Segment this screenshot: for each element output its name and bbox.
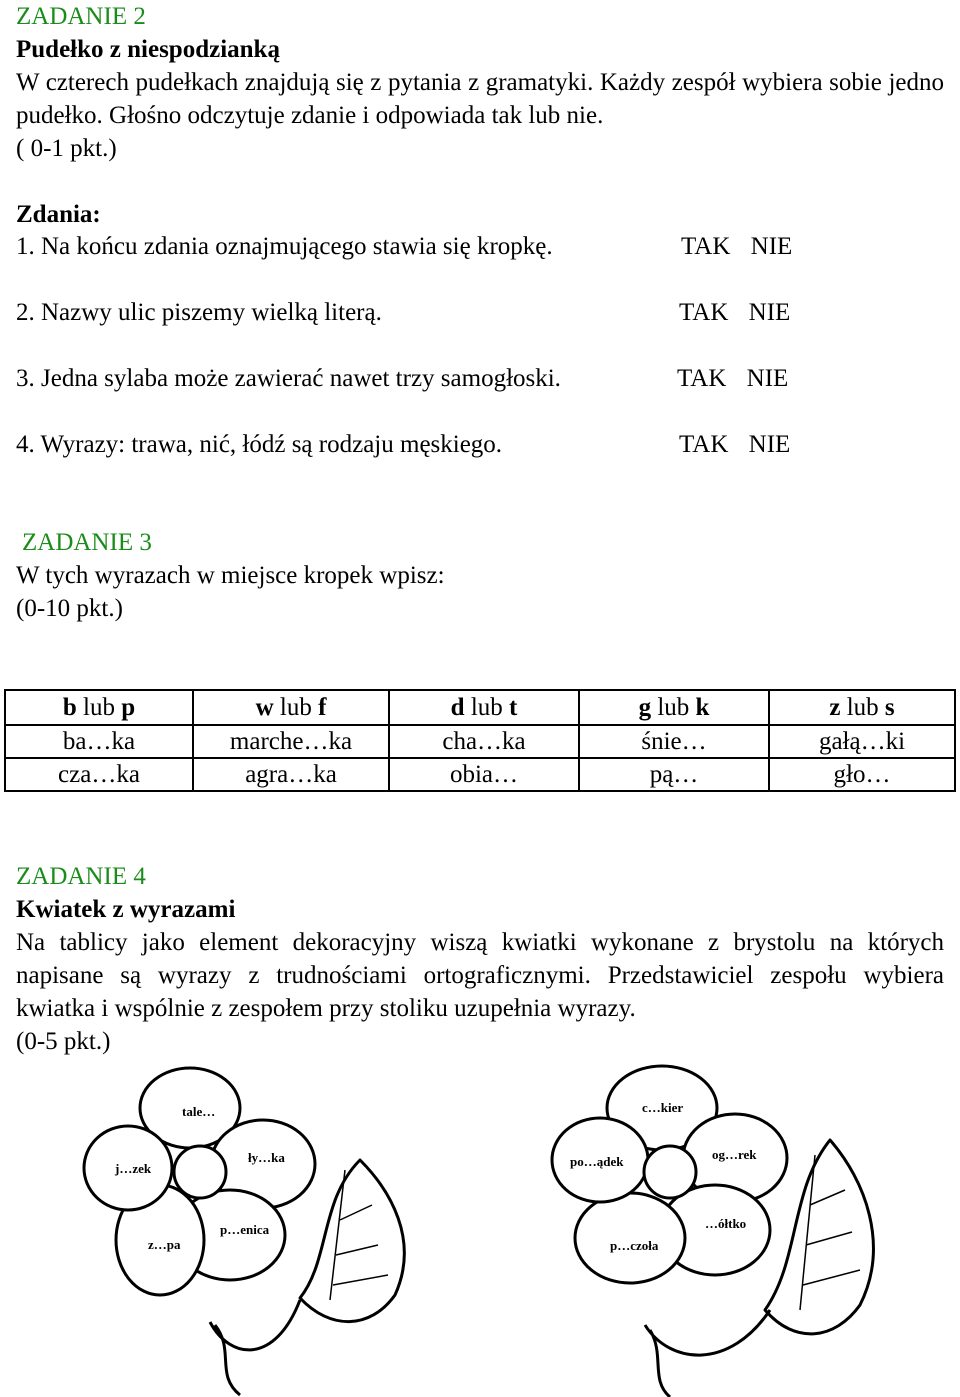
task3-instruction: W tych wyrazach w miejsce kropek wpisz:	[16, 562, 445, 589]
table-cell: agra…ka	[193, 758, 389, 791]
answer-3-yes: TAK	[677, 365, 727, 392]
flower-center	[174, 1146, 226, 1198]
flower1-word: j…zek	[115, 1161, 152, 1176]
answer-3	[677, 362, 788, 395]
task4-points: (0-5 pkt.)	[16, 1028, 111, 1055]
answer-1-no: NIE	[750, 233, 793, 260]
fill-table	[4, 689, 956, 792]
table-cell: cha…ka	[389, 725, 579, 758]
flower2-word: p…czoła	[610, 1238, 659, 1253]
flower1-word: p…enica	[220, 1222, 270, 1237]
task3-points: (0-10 pkt.)	[16, 595, 123, 622]
table-row	[5, 758, 955, 791]
table-cell: marche…ka	[193, 725, 389, 758]
table-cell: obia…	[389, 758, 579, 791]
sentences-label: Zdania:	[16, 201, 101, 228]
task2-description	[16, 66, 944, 165]
task3-heading: ZADANIE 3	[22, 529, 152, 556]
flower-2	[552, 1066, 873, 1397]
table-header-cell: w lub f	[193, 690, 389, 725]
flower1-word: z…pa	[148, 1237, 181, 1252]
answer-4-no: NIE	[748, 431, 791, 458]
task2-points: ( 0-1 pkt.)	[16, 135, 117, 162]
task2-title: Pudełko z niespodzianką	[16, 36, 280, 63]
table-header-cell: b lub p	[5, 690, 193, 725]
table-row	[5, 725, 955, 758]
task4-heading: ZADANIE 4	[16, 863, 146, 890]
flower1-word: ły…ka	[248, 1150, 285, 1165]
sentence-1: 1. Na końcu zdania oznajmującego stawia się kropkę.	[16, 233, 553, 260]
answer-2-no: NIE	[748, 299, 791, 326]
task2-description-text: W czterech pudełkach znajdują się z pytania z gramatyki. Każdy zespół wybiera sobie jedno pudełko. Głośno odczytuje zdanie i odpowiada tak lub nie.	[16, 69, 944, 129]
flower-illustrations	[0, 1060, 960, 1397]
task4-description-text: Na tablicy jako element dekoracyjny wiszą kwiatki wykonane z brystolu na których napisane są wyrazy z trudnościami ortograficznymi. Przedstawiciel zespołu wybiera kwiatka i wspólnie z zespołem przy stoliku uzupełnia wyrazy.	[16, 929, 944, 1022]
flower2-word: og…rek	[712, 1147, 757, 1162]
answer-4-yes: TAK	[679, 431, 729, 458]
table-cell: pą…	[579, 758, 769, 791]
table-cell: cza…ka	[5, 758, 193, 791]
task2-heading: ZADANIE 2	[16, 3, 146, 30]
table-header-row	[5, 690, 955, 725]
answer-3-no: NIE	[746, 365, 789, 392]
task4-description	[16, 926, 944, 1058]
table-cell: gło…	[769, 758, 955, 791]
answer-2-yes: TAK	[679, 299, 729, 326]
sentence-3: 3. Jedna sylaba może zawierać nawet trzy samogłoski.	[16, 365, 561, 392]
table-cell: gałą…ki	[769, 725, 955, 758]
sentence-2: 2. Nazwy ulic piszemy wielką literą.	[16, 299, 382, 326]
answer-2	[679, 296, 790, 329]
answer-4	[679, 428, 790, 461]
table-cell: ba…ka	[5, 725, 193, 758]
table-header-cell: d lub t	[389, 690, 579, 725]
answer-1-yes: TAK	[681, 233, 731, 260]
task4-title: Kwiatek z wyrazami	[16, 896, 236, 923]
flower2-word: …ółtko	[705, 1216, 747, 1231]
table-header-cell: g lub k	[579, 690, 769, 725]
flower1-word: tale…	[182, 1104, 216, 1119]
table-header-cell: z lub s	[769, 690, 955, 725]
flower2-word: c…kier	[642, 1100, 684, 1115]
stem-icon	[210, 1300, 300, 1395]
sentence-4: 4. Wyrazy: trawa, nić, łódź są rodzaju męskiego.	[16, 431, 503, 458]
flower-center	[644, 1146, 696, 1198]
flower2-word: po…ądek	[570, 1154, 624, 1169]
leaf-icon	[300, 1160, 404, 1322]
stem-icon	[645, 1310, 770, 1397]
table-cell: śnie…	[579, 725, 769, 758]
answer-1	[681, 230, 792, 263]
